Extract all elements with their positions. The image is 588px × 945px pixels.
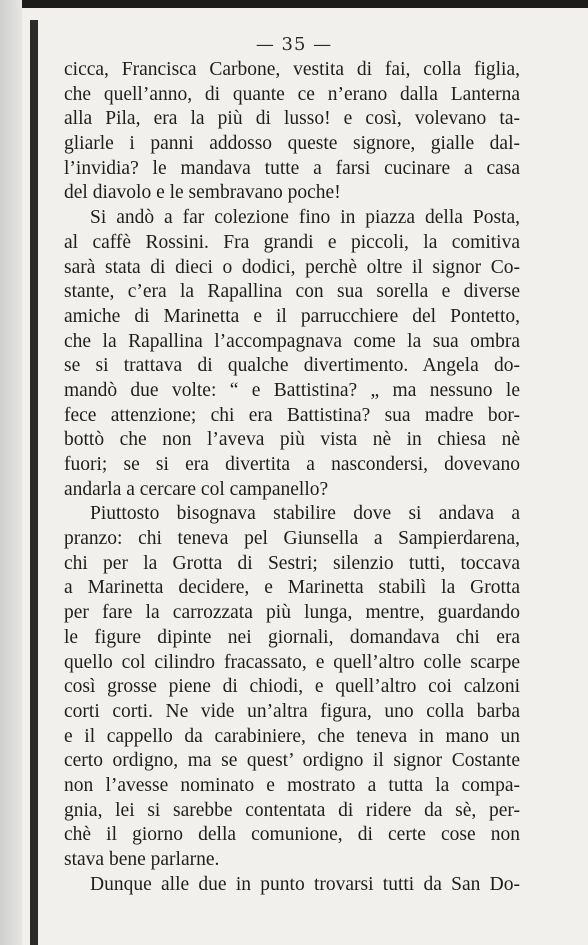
text-line: pranzo: chi teneva pel Giunsella a Sampierdarena, xyxy=(64,528,520,550)
text-line: a Marinetta decidere, e Marinetta stabilì la Grotta xyxy=(64,577,520,599)
text-line: Piuttosto bisognava stabilire dove si andava a xyxy=(90,503,520,525)
text-line: stante, c’era la Rapallina con sua sorella e diverse xyxy=(64,281,520,303)
text-line: stava bene parlarne. xyxy=(64,849,220,870)
text-line: gnia, lei si sarebbe contentata di ridere da sè, per- xyxy=(64,799,520,821)
text-line: quello col cilindro fracassato, e quell’altro colle scarpe xyxy=(64,651,520,673)
body-text xyxy=(64,58,520,897)
text-line: corti corti. Ne vide un’altra figura, uno colla barba xyxy=(64,700,520,722)
scan-left-margin xyxy=(0,0,22,945)
text-line: mandò due volte: “ e Battistina? „ ma nessuno le xyxy=(64,379,520,401)
text-line: gliarle i panni addosso queste signore, gialle dal- xyxy=(64,133,520,155)
text-line: le figure dipinte nei giornali, domandava chi era xyxy=(64,626,520,648)
text-line: l’invidia? le mandava tutte a farsi cucinare a casa xyxy=(64,157,520,179)
text-line: se si trattava di qualche divertimento. Angela do- xyxy=(64,355,520,377)
text-line: così grosse piene di chiodi, e quell’altro coi calzoni xyxy=(64,676,520,698)
scan-top-shadow xyxy=(0,0,588,8)
text-line: fuori; se si era divertita a nascondersi, dovevano xyxy=(64,454,520,475)
text-line: sarà stata di dieci o dodici, perchè oltre il signor Co- xyxy=(64,256,520,278)
text-line: amiche di Marinetta e il parrucchiere del Pontetto, xyxy=(64,305,520,327)
book-gutter xyxy=(30,20,38,945)
text-line: cicca, Francisca Carbone, vestita di fai, colla figlia, xyxy=(64,59,520,80)
text-line: e il cappello da carabiniere, che teneva in mano un xyxy=(64,725,520,747)
text-line: che la Rapallina l’accompagnava come la sua ombra xyxy=(64,330,520,352)
text-line: chi per la Grotta di Sestri; silenzio tutti, toccava xyxy=(64,552,520,574)
text-line: non l’avesse nominato e mostrato a tutta la compa- xyxy=(64,774,520,796)
page-number: — 35 — xyxy=(255,34,333,55)
text-line: andarla a cercare col campanello? xyxy=(64,478,329,500)
text-line: chè il giorno della comunione, di certe cose non xyxy=(64,824,520,846)
text-line: al caffè Rossini. Fra grandi e piccoli, la comitiva xyxy=(64,231,520,253)
text-line: Dunque alle due in punto trovarsi tutti da San Do- xyxy=(90,873,520,895)
text-line: per fare la carrozzata più lunga, mentre, guardando xyxy=(64,602,520,624)
text-line: che quell’anno, di quante ce n’erano dalla Lanterna xyxy=(64,83,520,105)
text-line: certo ordigno, ma se quest’ ordigno il signor Costante xyxy=(64,750,520,772)
text-line: del diavolo e le sembravano poche! xyxy=(64,182,341,204)
text-line: Si andò a far colezione fino in piazza della Posta, xyxy=(90,207,520,229)
text-line: fece attenzione; chi era Battistina? sua madre bor- xyxy=(64,404,520,426)
text-line: bottò che non l’aveva più vista nè in chiesa nè xyxy=(64,429,520,451)
text-line: alla Pila, era la più di lusso! e così, volevano ta- xyxy=(64,108,520,130)
